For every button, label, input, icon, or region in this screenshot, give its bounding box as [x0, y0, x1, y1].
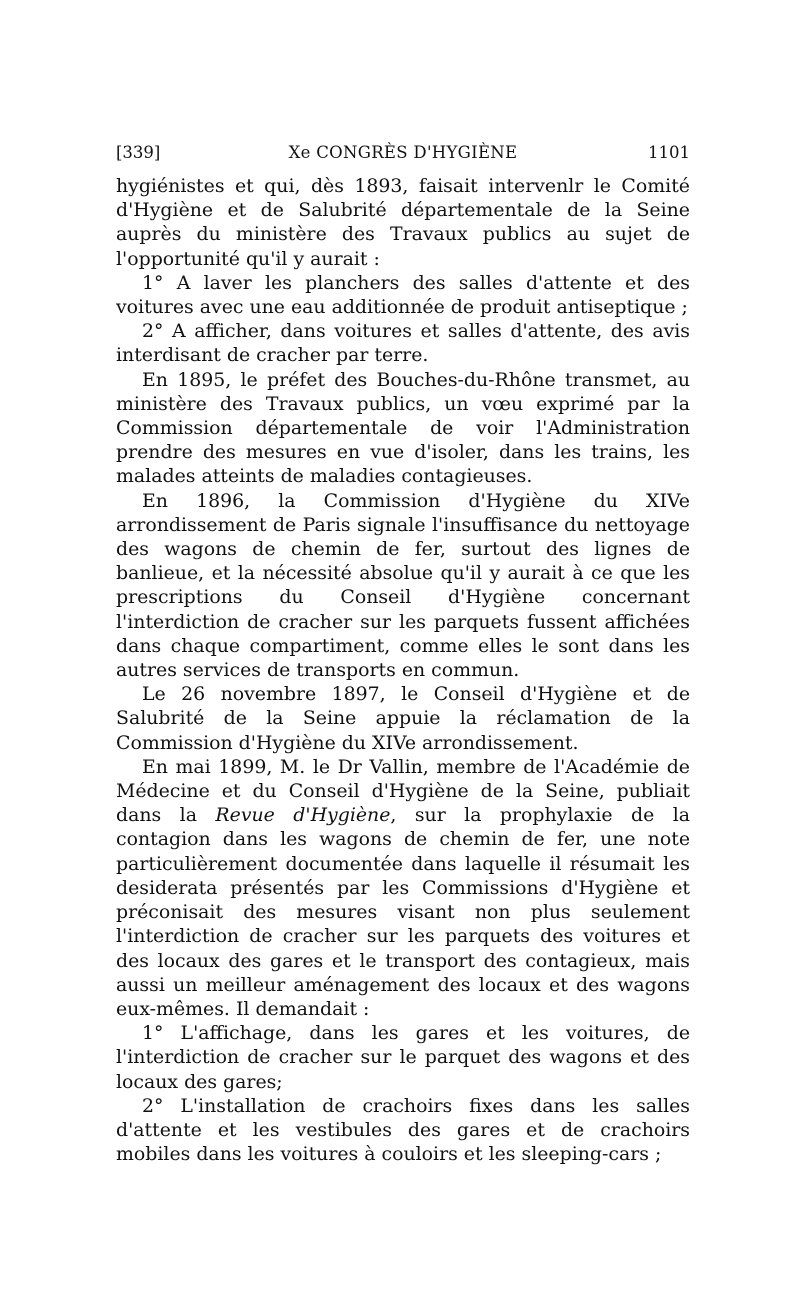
page-number: 1101: [648, 143, 690, 162]
book-page: [116, 138, 690, 1166]
page-reference: [339]: [116, 143, 161, 162]
paragraph-1899: [116, 755, 690, 1021]
running-header: [116, 138, 690, 168]
paragraph-1896: En 1896, la Commission d'Hygiène du XIVe arrondissement de Paris signale l'insuffisance du nettoyage des wagons de chemin de fer, surtout des lignes de banlieue, et la nécessité absolue qu'il y aurait à ce que les prescriptions du Conseil d'Hygiène concernant l'interdiction de cracher sur les parquets fussent affichées dans chaque compartiment, comme elles le sont dans les autres services de transports en commun.: [116, 489, 690, 682]
paragraph-item-2: 2° A afficher, dans voitures et salles d'attente, des avis interdisant de cracher par terre.: [116, 320, 690, 367]
body-text: [116, 174, 690, 1166]
paragraph-1899-start: En mai 1899, M. le Dr Vallin, membre de l'Académie de Médecine et du Conseil d'Hygiène de la Seine, publiait dans la: [116, 755, 690, 827]
paragraph-1897: Le 26 novembre 1897, le Conseil d'Hygiène et de Salubrité de la Seine appuie la réclamation de la Commission d'Hygiène du XIVe arrondissement.: [116, 683, 690, 754]
paragraph-demand-2: 2° L'installation de crachoirs fixes dans les salles d'attente et les vestibules des gares et de crachoirs mobiles dans les voitures à couloirs et les sleeping-cars ;: [116, 1094, 690, 1166]
chapter-title: Xe CONGRÈS D'HYGIÈNE: [288, 143, 518, 162]
paragraph-item-1: 1° A laver les planchers des salles d'attente et des voitures avec une eau additionnée de produit antiseptique ;: [116, 271, 690, 319]
paragraph-1899-end: , sur la prophylaxie de la contagion dans les wagons de chemin de fer, une note particulièrement documentée dans laquelle il résumait les desiderata présentés par les Commissions d'Hygiène et préconisait des mesures visant non plus seulement l'interdiction de cracher sur les parquets des voitures et des locaux des gares et le transport des contagieux, mais aussi un meilleur aménagement des locaux et des wagons eux-mêmes. Il demandait :: [116, 804, 691, 1020]
paragraph-demand-1: 1° L'affichage, dans les gares et les voitures, de l'interdiction de cracher sur le parquet des wagons et des locaux des gares;: [116, 1022, 690, 1093]
paragraph-continuation: hygiénistes et qui, dès 1893, faisait intervenlr le Comité d'Hygiène et de Salubrité départementale de la Seine auprès du ministère des Travaux publics au sujet de l'opportunité qu'il y aurait :: [116, 175, 690, 270]
paragraph-1895: En 1895, le préfet des Bouches-du-Rhône transmet, au ministère des Travaux publics, un vœu exprimé par la Commission départementale de voir l'Administration prendre des mesures en vue d'isoler, dans les trains, les malades atteints de maladies contagieuses.: [116, 368, 690, 488]
journal-title: Revue d'Hygiène: [215, 804, 391, 827]
